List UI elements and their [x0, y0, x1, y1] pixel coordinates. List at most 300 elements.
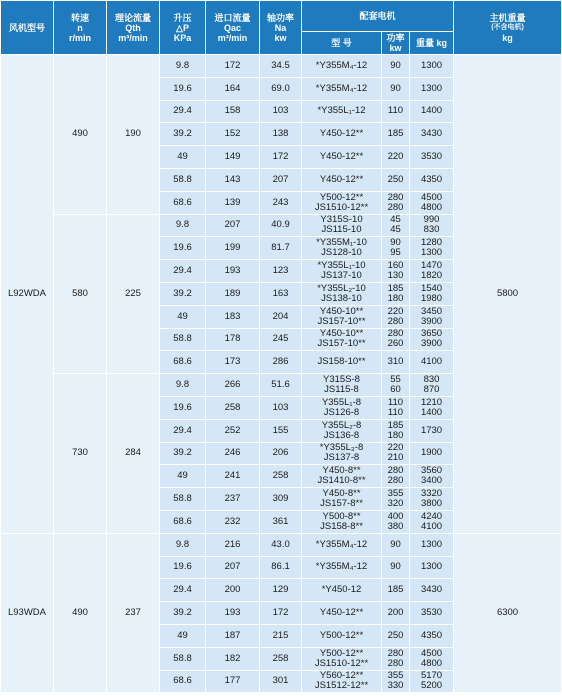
shaft-power-cell: 301: [260, 670, 302, 693]
motor-power-cell-line: 160: [387, 260, 404, 272]
motor-type-cell: [302, 533, 382, 556]
motor-weight-cell-line: 4350: [420, 173, 443, 185]
motor-type-cell: [302, 168, 382, 191]
motor-weight-cell-line: 4800: [420, 657, 443, 669]
motor-weight-cell-line: 830: [423, 374, 440, 386]
inlet-flow-cell: 189: [206, 282, 260, 305]
motor-weight-cell-line: 3800: [420, 498, 443, 510]
shaft-power-cell: 215: [260, 624, 302, 647]
motor-type-cell: [302, 55, 382, 78]
pressure-cell: 58.8: [160, 488, 206, 511]
motor-type-cell-line: Y500-12**: [319, 647, 364, 659]
header-motor-type: 型 号: [302, 32, 382, 55]
motor-weight-cell-line: 3650: [420, 328, 443, 340]
motor-weight-cell: [410, 533, 454, 556]
motor-weight-cell: [410, 488, 454, 511]
motor-weight-cell-line: 3900: [420, 315, 443, 327]
motor-power-cell: [382, 328, 410, 351]
motor-power-cell-line: 60: [390, 384, 401, 396]
flow-cell: 237: [107, 533, 160, 693]
pressure-cell: 9.8: [160, 374, 206, 397]
speed-cell: 490: [54, 55, 107, 215]
pressure-cell: 39.2: [160, 442, 206, 465]
motor-weight-cell-line: 870: [423, 384, 440, 396]
motor-power-cell: [382, 146, 410, 169]
motor-type-cell-line: *Y355M₄-12: [315, 82, 368, 94]
shaft-power-cell: 243: [260, 191, 302, 214]
header-motor-weight: 重量 kg: [410, 32, 454, 55]
header-motor: 配套电机: [302, 1, 454, 32]
motor-weight-cell: [410, 55, 454, 78]
shaft-power-cell: 138: [260, 123, 302, 146]
shaft-power-cell: 34.5: [260, 55, 302, 78]
motor-weight-cell-line: 3430: [420, 128, 443, 140]
shaft-power-cell: 81.7: [260, 237, 302, 260]
shaft-power-cell: 51.6: [260, 374, 302, 397]
motor-power-cell-line: 355: [387, 488, 404, 500]
motor-type-cell-line: *Y355L₃-8: [319, 442, 364, 454]
motor-weight-cell-line: 3560: [420, 465, 443, 477]
motor-weight-cell: [410, 647, 454, 670]
motor-power-cell-line: 280: [387, 328, 404, 340]
motor-weight-cell-line: 1300: [420, 538, 443, 550]
motor-weight-cell: [410, 624, 454, 647]
motor-weight-cell-line: 5200: [420, 680, 443, 692]
shaft-power-cell: 123: [260, 260, 302, 283]
inlet-flow-cell: 207: [206, 214, 260, 237]
pressure-cell: 9.8: [160, 55, 206, 78]
motor-weight-cell-line: 3530: [420, 151, 443, 163]
pressure-cell: 19.6: [160, 396, 206, 419]
motor-weight-cell-line: 1280: [420, 237, 443, 249]
shaft-power-cell: 172: [260, 146, 302, 169]
pressure-cell: 68.6: [160, 191, 206, 214]
motor-weight-cell-line: 1300: [420, 561, 443, 573]
inlet-flow-cell: 200: [206, 579, 260, 602]
motor-weight-cell-line: 4100: [420, 356, 443, 368]
motor-type-cell-line: *Y355M₄-12: [315, 561, 368, 573]
pressure-cell: 29.4: [160, 260, 206, 283]
inlet-flow-cell: 241: [206, 465, 260, 488]
table-row: [1, 55, 562, 78]
motor-type-cell-line: JS1512-12**: [314, 680, 369, 692]
motor-type-cell: [302, 442, 382, 465]
motor-power-cell: [382, 237, 410, 260]
motor-type-cell-line: Y315S-10: [320, 214, 363, 226]
pressure-cell: 29.4: [160, 419, 206, 442]
motor-weight-cell: [410, 602, 454, 625]
speed-cell: 580: [54, 214, 107, 374]
motor-power-cell-line: 320: [387, 498, 404, 510]
motor-type-cell: [302, 419, 382, 442]
motor-power-cell: [382, 214, 410, 237]
inlet-flow-cell: 246: [206, 442, 260, 465]
motor-type-cell-line: Y500-12**: [319, 191, 364, 203]
shaft-power-cell: 258: [260, 465, 302, 488]
shaft-power-cell: 286: [260, 351, 302, 374]
pressure-cell: 19.6: [160, 556, 206, 579]
motor-type-cell: [302, 579, 382, 602]
inlet-flow-cell: 177: [206, 670, 260, 693]
inlet-flow-cell: 172: [206, 55, 260, 78]
inlet-flow-cell: 182: [206, 647, 260, 670]
motor-weight-cell-line: 3530: [420, 607, 443, 619]
inlet-flow-cell: 187: [206, 624, 260, 647]
shaft-power-cell: 86.1: [260, 556, 302, 579]
motor-power-cell-line: 90: [390, 59, 401, 71]
motor-power-cell-line: 220: [387, 151, 404, 163]
table-body: [1, 55, 562, 693]
header-motor-power: 功率 kw: [382, 32, 410, 55]
motor-type-cell-line: Y355L₂-8: [321, 419, 362, 431]
motor-power-cell-line: 130: [387, 270, 404, 282]
motor-weight-cell-line: 5170: [420, 670, 443, 682]
motor-power-cell: [382, 556, 410, 579]
motor-power-cell-line: 310: [387, 356, 404, 368]
motor-weight-cell-line: 4500: [420, 191, 443, 203]
motor-type-cell: [302, 328, 382, 351]
motor-type-cell: [302, 123, 382, 146]
motor-power-cell-line: 185: [387, 584, 404, 596]
host-weight-cell: 6300: [454, 533, 562, 693]
motor-type-cell: [302, 100, 382, 123]
inlet-flow-cell: 199: [206, 237, 260, 260]
motor-type-cell-line: *Y355M₄-12: [315, 59, 368, 71]
motor-power-cell-line: 185: [387, 419, 404, 431]
motor-type-cell-line: JS157-8**: [320, 498, 363, 510]
inlet-flow-cell: 139: [206, 191, 260, 214]
motor-power-cell: [382, 305, 410, 328]
motor-type-cell: [302, 305, 382, 328]
inlet-flow-cell: 178: [206, 328, 260, 351]
inlet-flow-cell: 232: [206, 510, 260, 533]
motor-power-cell: [382, 282, 410, 305]
motor-power-cell-line: 280: [387, 465, 404, 477]
motor-power-cell-line: 95: [390, 247, 401, 259]
motor-power-cell-line: 280: [387, 657, 404, 669]
motor-power-cell: [382, 533, 410, 556]
flow-cell: 190: [107, 55, 160, 215]
header-host-weight: 主机重量 (不含电机) kg: [454, 1, 562, 55]
motor-type-cell-line: Y500-12**: [319, 629, 364, 641]
motor-power-cell: [382, 351, 410, 374]
shaft-power-cell: 206: [260, 442, 302, 465]
motor-power-cell-line: 280: [387, 475, 404, 487]
motor-type-cell-line: Y450-12**: [319, 151, 364, 163]
inlet-flow-cell: 258: [206, 396, 260, 419]
motor-power-cell: [382, 191, 410, 214]
header-inlet-flow: 进口流量 Qac m³/min: [206, 1, 260, 55]
motor-type-cell-line: *Y355M₄-12: [315, 538, 368, 550]
flow-cell: 225: [107, 214, 160, 374]
motor-power-cell: [382, 260, 410, 283]
motor-power-cell-line: 280: [387, 647, 404, 659]
motor-type-cell: [302, 647, 382, 670]
motor-type-cell-line: JS126-8: [323, 406, 360, 418]
fan-model-cell: L93WDA: [1, 533, 54, 693]
motor-type-cell-line: JS137-8: [323, 452, 360, 464]
pressure-cell: 49: [160, 624, 206, 647]
motor-type-cell: [302, 374, 382, 397]
motor-type-cell-line: JS158-10**: [317, 356, 366, 368]
shaft-power-cell: 361: [260, 510, 302, 533]
motor-power-cell-line: 185: [387, 128, 404, 140]
motor-power-cell-line: 220: [387, 442, 404, 454]
motor-power-cell-line: 380: [387, 520, 404, 532]
pressure-cell: 49: [160, 465, 206, 488]
motor-weight-cell: [410, 100, 454, 123]
motor-power-cell: [382, 55, 410, 78]
pressure-cell: 68.6: [160, 510, 206, 533]
header-speed: 转速 n r/min: [54, 1, 107, 55]
motor-type-cell: [302, 602, 382, 625]
motor-power-cell-line: 110: [387, 396, 404, 408]
motor-weight-cell-line: 1210: [420, 396, 443, 408]
inlet-flow-cell: 193: [206, 602, 260, 625]
motor-type-cell-line: *Y355L₂-10: [317, 282, 366, 294]
motor-weight-cell-line: 4350: [420, 629, 443, 641]
motor-weight-cell-line: 1540: [420, 282, 443, 294]
motor-type-cell-line: JS158-8**: [320, 520, 363, 532]
inlet-flow-cell: 193: [206, 260, 260, 283]
motor-type-cell-line: JS1510-12**: [314, 657, 369, 669]
speed-cell: 490: [54, 533, 107, 693]
motor-power-cell: [382, 602, 410, 625]
pressure-cell: 19.6: [160, 77, 206, 100]
motor-type-cell: [302, 510, 382, 533]
motor-power-cell-line: 280: [387, 201, 404, 213]
motor-power-cell: [382, 647, 410, 670]
motor-power-cell-line: 90: [390, 82, 401, 94]
motor-weight-cell-line: 4500: [420, 647, 443, 659]
motor-type-cell: [302, 214, 382, 237]
motor-weight-cell: [410, 146, 454, 169]
shaft-power-cell: 43.0: [260, 533, 302, 556]
shaft-power-cell: 258: [260, 647, 302, 670]
shaft-power-cell: 155: [260, 419, 302, 442]
motor-type-cell-line: JS128-10: [321, 247, 362, 259]
motor-type-cell: [302, 624, 382, 647]
motor-weight-cell-line: 4800: [420, 201, 443, 213]
inlet-flow-cell: 149: [206, 146, 260, 169]
shaft-power-cell: 163: [260, 282, 302, 305]
shaft-power-cell: 309: [260, 488, 302, 511]
header-flow: 理论流量 Qth m³/min: [107, 1, 160, 55]
pressure-cell: 19.6: [160, 237, 206, 260]
motor-power-cell-line: 280: [387, 191, 404, 203]
motor-power-cell-line: 220: [387, 305, 404, 317]
header-shaft-power: 轴功率 Na kw: [260, 1, 302, 55]
motor-power-cell: [382, 419, 410, 442]
motor-type-cell-line: Y355L₁-8: [321, 396, 362, 408]
motor-weight-cell: [410, 351, 454, 374]
motor-power-cell-line: 355: [387, 670, 404, 682]
inlet-flow-cell: 266: [206, 374, 260, 397]
motor-type-cell-line: Y500-8**: [322, 510, 361, 522]
shaft-power-cell: 103: [260, 396, 302, 419]
motor-weight-cell: [410, 465, 454, 488]
motor-power-cell-line: 260: [387, 338, 404, 350]
motor-weight-cell-line: 1730: [420, 424, 443, 436]
inlet-flow-cell: 207: [206, 556, 260, 579]
motor-weight-cell-line: 4240: [420, 510, 443, 522]
motor-type-cell: [302, 670, 382, 693]
shaft-power-cell: 204: [260, 305, 302, 328]
motor-weight-cell-line: 1300: [420, 59, 443, 71]
motor-power-cell-line: 200: [387, 607, 404, 619]
motor-power-cell-line: 185: [387, 282, 404, 294]
motor-power-cell: [382, 510, 410, 533]
motor-weight-cell-line: 1300: [420, 82, 443, 94]
motor-weight-cell-line: 3450: [420, 305, 443, 317]
motor-power-cell: [382, 77, 410, 100]
motor-power-cell-line: 180: [387, 292, 404, 304]
motor-weight-cell: [410, 77, 454, 100]
inlet-flow-cell: 173: [206, 351, 260, 374]
inlet-flow-cell: 252: [206, 419, 260, 442]
table-header: [1, 1, 562, 55]
motor-weight-cell: [410, 374, 454, 397]
inlet-flow-cell: 183: [206, 305, 260, 328]
motor-type-cell-line: JS1510-12**: [314, 201, 369, 213]
pressure-cell: 68.6: [160, 351, 206, 374]
host-weight-cell: 5800: [454, 55, 562, 534]
motor-weight-cell-line: 830: [423, 224, 440, 236]
motor-power-cell-line: 110: [387, 406, 404, 418]
table-row: [1, 533, 562, 556]
motor-type-cell: [302, 465, 382, 488]
motor-weight-cell: [410, 282, 454, 305]
motor-type-cell-line: Y450-12**: [319, 173, 364, 185]
motor-type-cell: [302, 396, 382, 419]
motor-power-cell: [382, 168, 410, 191]
motor-weight-cell: [410, 579, 454, 602]
pressure-cell: 68.6: [160, 670, 206, 693]
motor-type-cell-line: Y450-10**: [319, 305, 364, 317]
pressure-cell: 29.4: [160, 100, 206, 123]
shaft-power-cell: 172: [260, 602, 302, 625]
pressure-cell: 29.4: [160, 579, 206, 602]
motor-weight-cell: [410, 510, 454, 533]
motor-power-cell-line: 330: [387, 680, 404, 692]
motor-weight-cell-line: 4100: [420, 520, 443, 532]
shaft-power-cell: 40.9: [260, 214, 302, 237]
motor-type-cell-line: JS115-10: [321, 224, 362, 236]
motor-weight-cell: [410, 419, 454, 442]
motor-weight-cell-line: 1900: [420, 447, 443, 459]
motor-weight-cell-line: 3320: [420, 488, 443, 500]
shaft-power-cell: 69.0: [260, 77, 302, 100]
shaft-power-cell: 207: [260, 168, 302, 191]
motor-power-cell-line: 45: [390, 224, 401, 236]
motor-type-cell-line: *Y355L₁-10: [317, 260, 366, 272]
motor-type-cell-line: Y315S-8: [323, 374, 360, 386]
motor-type-cell: [302, 351, 382, 374]
motor-weight-cell: [410, 191, 454, 214]
motor-type-cell-line: JS157-10**: [317, 338, 366, 350]
pressure-cell: 58.8: [160, 168, 206, 191]
motor-weight-cell: [410, 396, 454, 419]
motor-type-cell-line: Y450-12**: [319, 128, 364, 140]
motor-power-cell: [382, 396, 410, 419]
motor-type-cell: [302, 146, 382, 169]
motor-type-cell-line: JS1410-8**: [317, 475, 366, 487]
shaft-power-cell: 129: [260, 579, 302, 602]
motor-power-cell-line: 90: [390, 237, 401, 249]
pressure-cell: 58.8: [160, 328, 206, 351]
inlet-flow-cell: 237: [206, 488, 260, 511]
motor-weight-cell-line: 990: [423, 214, 440, 226]
motor-type-cell-line: Y450-12**: [319, 607, 364, 619]
motor-type-cell-line: JS157-10**: [317, 315, 366, 327]
motor-power-cell: [382, 624, 410, 647]
motor-weight-cell: [410, 328, 454, 351]
motor-weight-cell: [410, 305, 454, 328]
shaft-power-cell: 103: [260, 100, 302, 123]
motor-power-cell-line: 45: [390, 214, 401, 226]
flow-cell: 284: [107, 374, 160, 534]
motor-type-cell-line: JS138-10: [321, 292, 362, 304]
motor-weight-cell-line: 1980: [420, 292, 443, 304]
motor-type-cell: [302, 237, 382, 260]
motor-power-cell: [382, 442, 410, 465]
motor-weight-cell: [410, 237, 454, 260]
pressure-cell: 49: [160, 305, 206, 328]
motor-type-cell-line: Y450-8**: [322, 465, 361, 477]
header-pressure: 升压 △P KPa: [160, 1, 206, 55]
inlet-flow-cell: 158: [206, 100, 260, 123]
motor-power-cell: [382, 670, 410, 693]
motor-power-cell: [382, 123, 410, 146]
inlet-flow-cell: 164: [206, 77, 260, 100]
motor-power-cell: [382, 488, 410, 511]
pressure-cell: 9.8: [160, 533, 206, 556]
motor-type-cell-line: *Y355L₁-12: [317, 105, 366, 117]
pressure-cell: 58.8: [160, 647, 206, 670]
pressure-cell: 39.2: [160, 602, 206, 625]
motor-power-cell: [382, 579, 410, 602]
motor-weight-cell-line: 1400: [420, 105, 443, 117]
motor-weight-cell: [410, 168, 454, 191]
header-fan-model: 风机型号: [1, 1, 54, 55]
shaft-power-cell: 245: [260, 328, 302, 351]
motor-power-cell: [382, 374, 410, 397]
motor-type-cell: [302, 556, 382, 579]
motor-power-cell: [382, 465, 410, 488]
motor-weight-cell: [410, 442, 454, 465]
pressure-cell: 39.2: [160, 282, 206, 305]
motor-type-cell: [302, 488, 382, 511]
motor-weight-cell-line: 1470: [420, 260, 443, 272]
inlet-flow-cell: 152: [206, 123, 260, 146]
motor-weight-cell-line: 1300: [420, 247, 443, 259]
motor-type-cell: [302, 191, 382, 214]
motor-type-cell-line: *Y450-12: [321, 584, 362, 596]
motor-type-cell: [302, 77, 382, 100]
motor-weight-cell-line: 3900: [420, 338, 443, 350]
pressure-cell: 39.2: [160, 123, 206, 146]
motor-type-cell: [302, 260, 382, 283]
motor-weight-cell-line: 1400: [420, 406, 443, 418]
motor-weight-cell-line: 1820: [420, 270, 443, 282]
pressure-cell: 49: [160, 146, 206, 169]
motor-power-cell-line: 400: [387, 510, 404, 522]
motor-weight-cell: [410, 214, 454, 237]
motor-weight-cell: [410, 123, 454, 146]
motor-power-cell-line: 180: [387, 429, 404, 441]
motor-weight-cell-line: 3400: [420, 475, 443, 487]
motor-power-cell-line: 250: [387, 629, 404, 641]
